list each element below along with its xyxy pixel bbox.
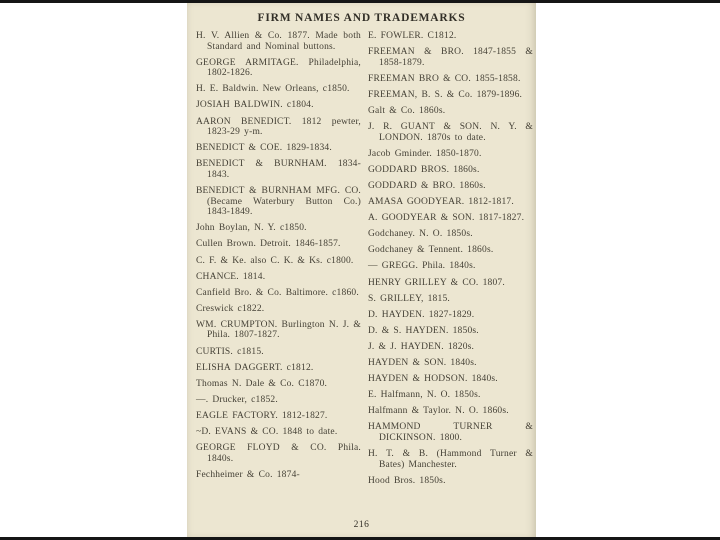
- list-item: ELISHA DAGGERT. c1812.: [196, 362, 314, 373]
- page-title: FIRM NAMES AND TRADEMARKS: [257, 12, 466, 24]
- list-item: BENEDICT & BURNHAM. 1834-1843.: [196, 159, 361, 180]
- list-item: FREEMAN, B. S. & Co. 1879-1896.: [368, 89, 523, 100]
- list-item: J. & J. HAYDEN. 1820s.: [368, 341, 475, 352]
- list-item: Creswick c1822.: [196, 303, 265, 314]
- list-item: A. GOODYEAR & SON. 1817-1827.: [368, 213, 525, 224]
- list-item: H. T. & B. (Hammond Turner & Bates) Manchester.: [368, 449, 533, 470]
- list-item: JOSIAH BALDWIN. c1804.: [196, 100, 314, 111]
- list-item: Thomas N. Dale & Co. C1870.: [196, 378, 328, 389]
- list-item: Cullen Brown. Detroit. 1846-1857.: [196, 239, 341, 250]
- list-item: C. F. & Ke. also C. K. & Ks. c1800.: [196, 255, 354, 266]
- list-item: GODDARD BROS. 1860s.: [368, 164, 480, 175]
- list-item: John Boylan, N. Y. c1850.: [196, 223, 307, 234]
- list-item: BENEDICT & BURNHAM MFG. CO. (Became Waterbury Button Co.) 1843-1849.: [196, 186, 361, 218]
- list-item: E. Halfmann, N. O. 1850s.: [368, 390, 481, 401]
- list-item: HENRY GRILLEY & CO. 1807.: [368, 277, 505, 288]
- list-item: GEORGE FLOYD & CO. Phila. 1840s.: [196, 443, 361, 464]
- list-item: Halfmann & Taylor. N. O. 1860s.: [368, 406, 509, 417]
- list-item: HAYDEN & SON. 1840s.: [368, 357, 477, 368]
- list-item: GEORGE ARMITAGE. Philadelphia, 1802-1826.: [196, 57, 361, 79]
- list-item: FREEMAN & BRO. 1847-1855 & 1858-1879.: [368, 47, 533, 68]
- list-item: Fechheimer & Co. 1874-: [196, 469, 300, 480]
- list-item: Canfield Bro. & Co. Baltimore. c1860.: [196, 287, 359, 298]
- list-item: E. FOWLER. C1812.: [368, 31, 457, 41]
- entry-columns: [196, 31, 533, 515]
- list-item: WM. CRUMPTON. Burlington N. J. & Phila. 1807-1827.: [196, 319, 361, 341]
- list-item: Jacob Gminder. 1850-1870.: [368, 148, 482, 159]
- page-number: 216: [353, 520, 370, 530]
- list-item: AARON BENEDICT. 1812 pewter, 1823-29 y-m.: [196, 116, 361, 138]
- list-item: AMASA GOODYEAR. 1812-1817.: [368, 197, 514, 208]
- list-item: Godchaney & Tennent. 1860s.: [368, 245, 494, 256]
- list-item: FREEMAN BRO & CO. 1855-1858.: [368, 73, 521, 84]
- list-item: H. E. Baldwin. New Orleans, c1850.: [196, 84, 350, 95]
- list-item: J. R. GUANT & SON. N. Y. & LONDON. 1870s to date.: [368, 122, 533, 143]
- list-item: D. & S. HAYDEN. 1850s.: [368, 325, 479, 336]
- list-item: CURTIS. c1815.: [196, 346, 264, 357]
- left-column: [196, 31, 361, 515]
- list-item: Galt & Co. 1860s.: [368, 105, 446, 116]
- list-item: CHANCE. 1814.: [196, 271, 266, 282]
- list-item: ~D. EVANS & CO. 1848 to date.: [196, 427, 338, 438]
- book-page: [187, 3, 536, 537]
- list-item: BENEDICT & COE. 1829-1834.: [196, 143, 332, 154]
- list-item: H. V. Allien & Co. 1877. Made both Standard and Nominal buttons.: [196, 31, 361, 52]
- list-item: Hood Bros. 1850s.: [368, 475, 446, 486]
- list-item: D. HAYDEN. 1827-1829.: [368, 309, 475, 320]
- right-column: [368, 31, 533, 515]
- list-item: EAGLE FACTORY. 1812-1827.: [196, 410, 328, 421]
- list-item: S. GRILLEY, 1815.: [368, 293, 450, 304]
- list-item: —. Drucker, c1852.: [196, 394, 278, 405]
- list-item: — GREGG. Phila. 1840s.: [368, 261, 476, 272]
- list-item: Godchaney. N. O. 1850s.: [368, 229, 473, 240]
- list-item: HAYDEN & HODSON. 1840s.: [368, 374, 498, 385]
- list-item: HAMMOND TURNER & DICKINSON. 1800.: [368, 422, 533, 443]
- list-item: GODDARD & BRO. 1860s.: [368, 180, 486, 191]
- scan-edge-top: [0, 0, 720, 3]
